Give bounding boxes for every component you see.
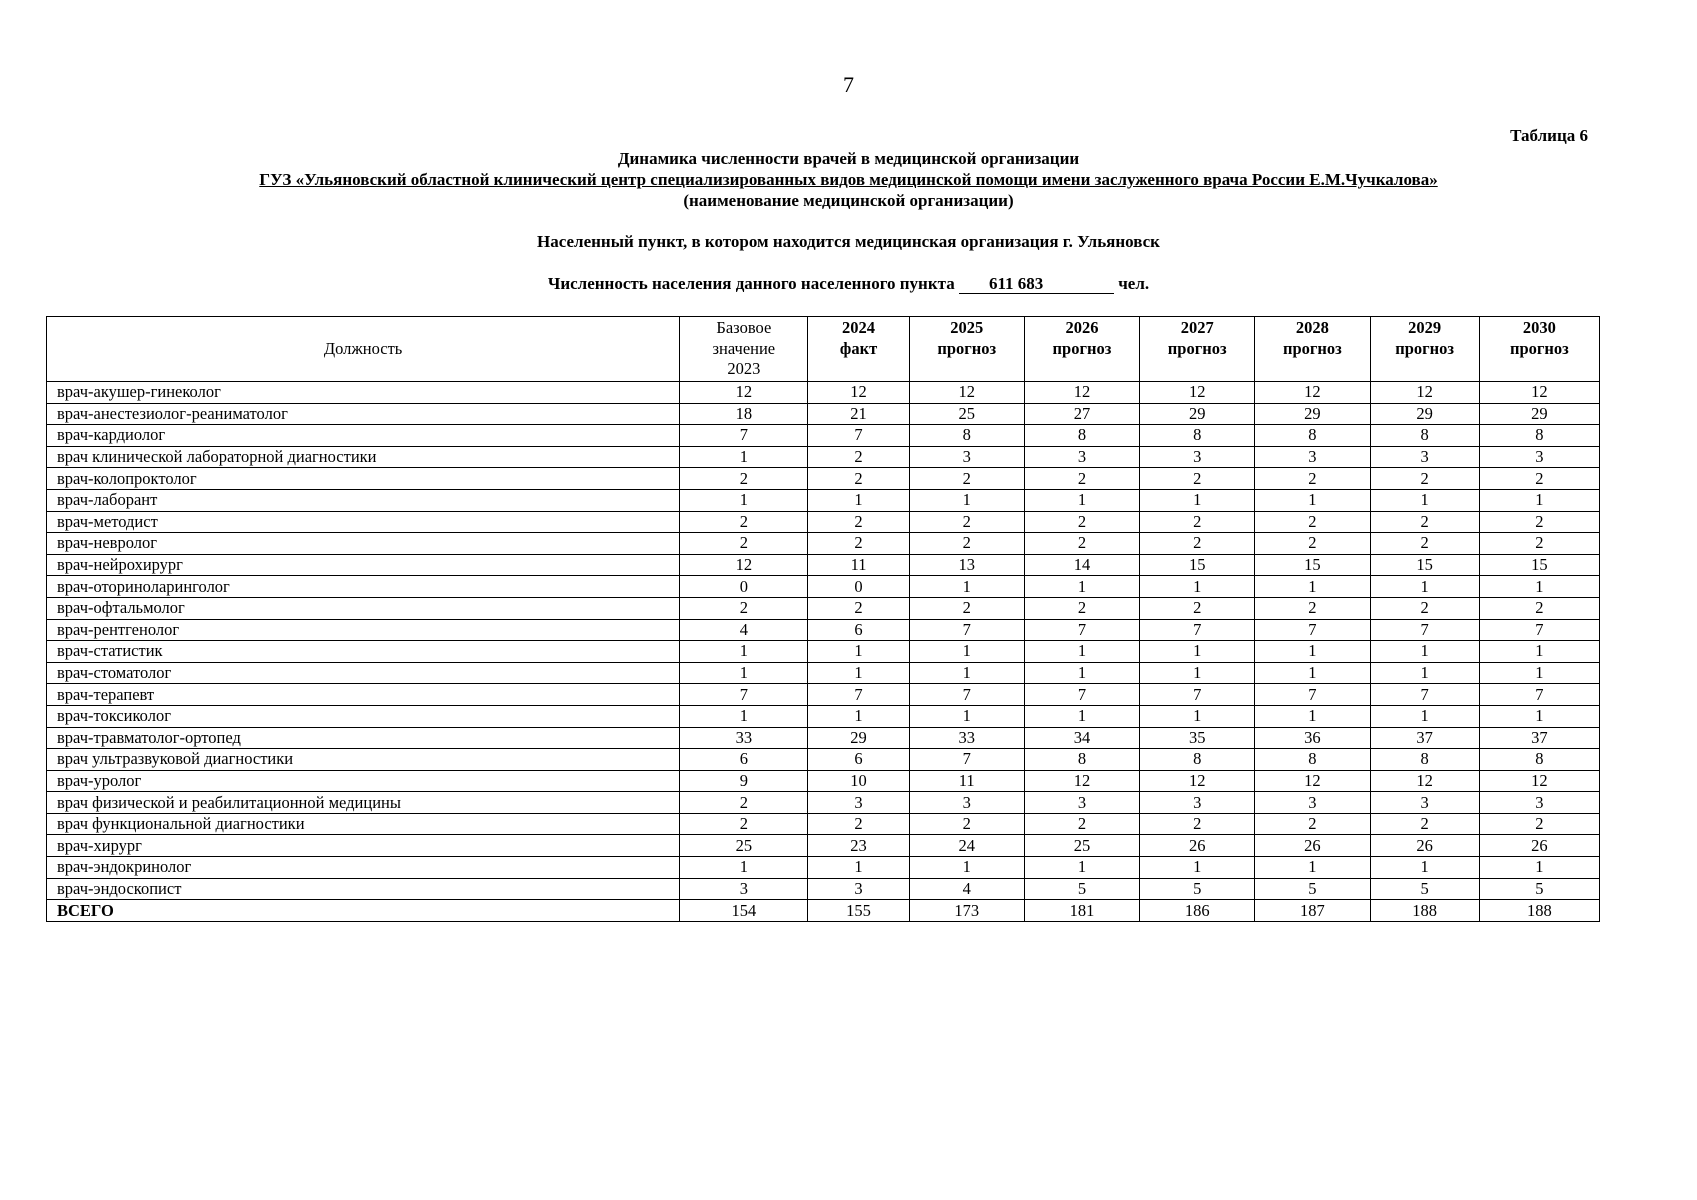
value-cell: 2 (1255, 597, 1370, 619)
value-cell: 2 (1024, 813, 1139, 835)
position-cell: врач-рентгенолог (47, 619, 680, 641)
value-cell: 1 (1370, 857, 1479, 879)
value-cell: 2 (1370, 468, 1479, 490)
position-cell: врач-кардиолог (47, 425, 680, 447)
value-cell: 2 (1140, 597, 1255, 619)
header-2027-type: прогноз (1167, 338, 1227, 358)
value-cell: 3 (1370, 792, 1479, 814)
position-cell: врач функциональной диагностики (47, 813, 680, 835)
value-cell: 12 (909, 382, 1024, 404)
table-row (47, 641, 1600, 663)
header-base-line2: значение (712, 338, 776, 358)
value-cell: 12 (1024, 770, 1139, 792)
value-cell: 1 (1140, 489, 1255, 511)
doctors-table (46, 316, 1600, 922)
value-cell: 7 (680, 684, 808, 706)
value-cell: 7 (909, 684, 1024, 706)
table-row (47, 446, 1600, 468)
value-cell: 2 (1370, 511, 1479, 533)
total-value-cell: 187 (1255, 900, 1370, 922)
header-2030 (1479, 317, 1599, 382)
value-cell: 1 (1024, 641, 1139, 663)
organization-name (0, 170, 1697, 190)
value-cell: 1 (1140, 662, 1255, 684)
value-cell: 12 (1024, 382, 1139, 404)
value-cell: 12 (680, 382, 808, 404)
table-row (47, 403, 1600, 425)
value-cell: 15 (1255, 554, 1370, 576)
header-2026-year: 2026 (1065, 318, 1099, 337)
value-cell: 1 (680, 489, 808, 511)
table-row (47, 489, 1600, 511)
page-number: 7 (843, 72, 854, 97)
value-cell: 2 (1479, 597, 1599, 619)
table-row (47, 597, 1600, 619)
value-cell: 10 (808, 770, 909, 792)
value-cell: 15 (1370, 554, 1479, 576)
position-cell: врач-статистик (47, 641, 680, 663)
value-cell: 5 (1140, 878, 1255, 900)
header-position (47, 317, 680, 382)
header-2030-type: прогноз (1509, 338, 1569, 358)
value-cell: 7 (1370, 619, 1479, 641)
value-cell: 1 (680, 641, 808, 663)
position-cell: врач-нейрохирург (47, 554, 680, 576)
value-cell: 1 (909, 489, 1024, 511)
value-cell: 33 (680, 727, 808, 749)
table-row (47, 878, 1600, 900)
position-cell: врач-офтальмолог (47, 597, 680, 619)
position-cell: врач физической и реабилитационной медицины (47, 792, 680, 814)
table-total-row (47, 900, 1600, 922)
value-cell: 2 (909, 511, 1024, 533)
value-cell: 1 (1370, 641, 1479, 663)
table-row (47, 468, 1600, 490)
value-cell: 7 (808, 684, 909, 706)
value-cell: 8 (1140, 749, 1255, 771)
value-cell: 1 (1479, 576, 1599, 598)
value-cell: 29 (1370, 403, 1479, 425)
value-cell: 1 (1370, 489, 1479, 511)
value-cell: 5 (1255, 878, 1370, 900)
total-value-cell: 155 (808, 900, 909, 922)
header-2026 (1024, 317, 1139, 382)
value-cell: 1 (680, 662, 808, 684)
value-cell: 18 (680, 403, 808, 425)
value-cell: 3 (1140, 792, 1255, 814)
value-cell: 2 (808, 597, 909, 619)
value-cell: 2 (680, 468, 808, 490)
header-2024-type: факт (839, 338, 878, 358)
value-cell: 1 (1479, 662, 1599, 684)
value-cell: 2 (1479, 468, 1599, 490)
table-row (47, 727, 1600, 749)
value-cell: 1 (808, 489, 909, 511)
value-cell: 2 (680, 597, 808, 619)
value-cell: 6 (808, 749, 909, 771)
value-cell: 12 (808, 382, 909, 404)
value-cell: 11 (808, 554, 909, 576)
value-cell: 2 (808, 446, 909, 468)
value-cell: 34 (1024, 727, 1139, 749)
table-row (47, 576, 1600, 598)
header-2028-type: прогноз (1282, 338, 1342, 358)
value-cell: 3 (1024, 446, 1139, 468)
value-cell: 29 (808, 727, 909, 749)
position-cell: врач-колопроктолог (47, 468, 680, 490)
header-2028 (1255, 317, 1370, 382)
total-label: ВСЕГО (47, 900, 680, 922)
value-cell: 1 (1140, 857, 1255, 879)
value-cell: 1 (680, 446, 808, 468)
value-cell: 7 (1479, 684, 1599, 706)
value-cell: 1 (909, 662, 1024, 684)
value-cell: 25 (909, 403, 1024, 425)
value-cell: 2 (680, 792, 808, 814)
header-2025-year: 2025 (950, 318, 984, 337)
population-unit: чел. (1118, 274, 1150, 293)
value-cell: 3 (1479, 446, 1599, 468)
value-cell: 12 (1479, 770, 1599, 792)
value-cell: 4 (680, 619, 808, 641)
value-cell: 6 (680, 749, 808, 771)
position-cell: врач-методист (47, 511, 680, 533)
header-2024-year: 2024 (842, 318, 876, 337)
value-cell: 5 (1370, 878, 1479, 900)
table-row (47, 511, 1600, 533)
table-row (47, 749, 1600, 771)
position-cell: врач-лаборант (47, 489, 680, 511)
value-cell: 1 (1479, 705, 1599, 727)
position-cell: врач-невролог (47, 533, 680, 555)
value-cell: 2 (1024, 468, 1139, 490)
organization-name-text: ГУЗ «Ульяновский областной клинический центр специализированных видов медицинской помощи имени заслуженного врача России Е.М.Чучкалова» (259, 170, 1438, 189)
value-cell: 3 (909, 446, 1024, 468)
value-cell: 2 (1024, 597, 1139, 619)
table-row (47, 554, 1600, 576)
table-row (47, 792, 1600, 814)
value-cell: 1 (1024, 857, 1139, 879)
value-cell: 3 (1479, 792, 1599, 814)
position-cell: врач-анестезиолог-реаниматолог (47, 403, 680, 425)
header-2025-type: прогноз (937, 338, 997, 358)
value-cell: 7 (909, 749, 1024, 771)
value-cell: 7 (1255, 619, 1370, 641)
value-cell: 3 (1370, 446, 1479, 468)
value-cell: 1 (808, 857, 909, 879)
value-cell: 2 (680, 511, 808, 533)
value-cell: 7 (1479, 619, 1599, 641)
value-cell: 5 (1479, 878, 1599, 900)
value-cell: 1 (1140, 641, 1255, 663)
value-cell: 2 (1479, 533, 1599, 555)
value-cell: 7 (680, 425, 808, 447)
value-cell: 12 (1370, 382, 1479, 404)
organization-caption: (наименование медицинской организации) (683, 191, 1014, 210)
value-cell: 29 (1479, 403, 1599, 425)
value-cell: 1 (1140, 705, 1255, 727)
header-2029-type: прогноз (1395, 338, 1455, 358)
value-cell: 14 (1024, 554, 1139, 576)
value-cell: 2 (808, 813, 909, 835)
value-cell: 8 (1479, 425, 1599, 447)
value-cell: 37 (1370, 727, 1479, 749)
header-base-2023 (680, 317, 808, 382)
value-cell: 1 (1255, 641, 1370, 663)
value-cell: 1 (1370, 576, 1479, 598)
value-cell: 8 (1479, 749, 1599, 771)
value-cell: 3 (1024, 792, 1139, 814)
position-cell: врач-терапевт (47, 684, 680, 706)
value-cell: 2 (909, 533, 1024, 555)
value-cell: 6 (808, 619, 909, 641)
position-cell: врач ультразвуковой диагностики (47, 749, 680, 771)
value-cell: 25 (680, 835, 808, 857)
total-value-cell: 154 (680, 900, 808, 922)
value-cell: 2 (680, 533, 808, 555)
table-row (47, 813, 1600, 835)
value-cell: 8 (909, 425, 1024, 447)
value-cell: 37 (1479, 727, 1599, 749)
value-cell: 2 (1024, 533, 1139, 555)
value-cell: 1 (1255, 857, 1370, 879)
value-cell: 2 (808, 511, 909, 533)
value-cell: 7 (909, 619, 1024, 641)
header-2026-type: прогноз (1052, 338, 1112, 358)
value-cell: 2 (1479, 813, 1599, 835)
value-cell: 36 (1255, 727, 1370, 749)
value-cell: 3 (680, 878, 808, 900)
value-cell: 26 (1370, 835, 1479, 857)
table-body (47, 382, 1600, 922)
table-row (47, 705, 1600, 727)
header-2024 (808, 317, 909, 382)
header-2025 (909, 317, 1024, 382)
value-cell: 15 (1479, 554, 1599, 576)
value-cell: 8 (1024, 425, 1139, 447)
value-cell: 7 (1370, 684, 1479, 706)
position-cell: врач-травматолог-ортопед (47, 727, 680, 749)
table-label: Таблица 6 (1510, 126, 1588, 145)
value-cell: 12 (1255, 770, 1370, 792)
header-position-label: Должность (323, 338, 403, 358)
position-cell: врач-оториноларинголог (47, 576, 680, 598)
value-cell: 12 (1140, 382, 1255, 404)
value-cell: 29 (1255, 403, 1370, 425)
value-cell: 15 (1140, 554, 1255, 576)
value-cell: 24 (909, 835, 1024, 857)
value-cell: 12 (1255, 382, 1370, 404)
value-cell: 2 (680, 813, 808, 835)
value-cell: 2 (1370, 533, 1479, 555)
value-cell: 2 (1255, 813, 1370, 835)
value-cell: 27 (1024, 403, 1139, 425)
value-cell: 8 (1370, 425, 1479, 447)
value-cell: 26 (1479, 835, 1599, 857)
position-cell: врач-уролог (47, 770, 680, 792)
value-cell: 21 (808, 403, 909, 425)
total-value-cell: 188 (1479, 900, 1599, 922)
total-value-cell: 186 (1140, 900, 1255, 922)
value-cell: 2 (1140, 511, 1255, 533)
value-cell: 7 (1255, 684, 1370, 706)
position-cell: врач-стоматолог (47, 662, 680, 684)
value-cell: 5 (1024, 878, 1139, 900)
value-cell: 4 (909, 878, 1024, 900)
value-cell: 1 (909, 641, 1024, 663)
value-cell: 2 (909, 468, 1024, 490)
value-cell: 29 (1140, 403, 1255, 425)
header-2028-year: 2028 (1295, 318, 1329, 337)
value-cell: 2 (808, 533, 909, 555)
value-cell: 7 (1140, 619, 1255, 641)
value-cell: 1 (808, 662, 909, 684)
value-cell: 1 (909, 705, 1024, 727)
value-cell: 2 (909, 597, 1024, 619)
value-cell: 2 (1140, 533, 1255, 555)
value-cell: 1 (1479, 857, 1599, 879)
value-cell: 35 (1140, 727, 1255, 749)
value-cell: 1 (808, 641, 909, 663)
value-cell: 2 (1370, 597, 1479, 619)
value-cell: 2 (808, 468, 909, 490)
value-cell: 1 (1479, 489, 1599, 511)
header-base-line3: 2023 (727, 359, 761, 379)
table-header-row (47, 317, 1600, 382)
value-cell: 33 (909, 727, 1024, 749)
total-value-cell: 188 (1370, 900, 1479, 922)
table-row (47, 619, 1600, 641)
value-cell: 7 (1024, 684, 1139, 706)
value-cell: 2 (1024, 511, 1139, 533)
position-cell: врач-хирург (47, 835, 680, 857)
table-row (47, 684, 1600, 706)
population-line (0, 274, 1697, 294)
value-cell: 2 (1255, 533, 1370, 555)
position-cell: врач клинической лабораторной диагностики (47, 446, 680, 468)
value-cell: 2 (1479, 511, 1599, 533)
value-cell: 1 (1140, 576, 1255, 598)
table-row (47, 533, 1600, 555)
table-row (47, 382, 1600, 404)
value-cell: 1 (1370, 662, 1479, 684)
value-cell: 2 (1140, 813, 1255, 835)
value-cell: 12 (1479, 382, 1599, 404)
value-cell: 3 (808, 792, 909, 814)
value-cell: 2 (1370, 813, 1479, 835)
header-2029 (1370, 317, 1479, 382)
value-cell: 9 (680, 770, 808, 792)
value-cell: 8 (1024, 749, 1139, 771)
total-value-cell: 181 (1024, 900, 1139, 922)
table-row (47, 835, 1600, 857)
value-cell: 1 (1024, 705, 1139, 727)
population-value: 611 683 (959, 275, 1114, 294)
value-cell: 3 (1255, 792, 1370, 814)
value-cell: 1 (1255, 662, 1370, 684)
header-2027-year: 2027 (1180, 318, 1214, 337)
value-cell: 1 (1024, 489, 1139, 511)
value-cell: 1 (909, 857, 1024, 879)
position-cell: врач-эндоскопист (47, 878, 680, 900)
value-cell: 8 (1140, 425, 1255, 447)
position-cell: врач-акушер-гинеколог (47, 382, 680, 404)
value-cell: 1 (909, 576, 1024, 598)
position-cell: врач-токсиколог (47, 705, 680, 727)
value-cell: 0 (808, 576, 909, 598)
value-cell: 3 (1140, 446, 1255, 468)
value-cell: 12 (1140, 770, 1255, 792)
value-cell: 1 (1255, 576, 1370, 598)
page-title: Динамика численности врачей в медицинской организации (617, 149, 1080, 168)
table-row (47, 425, 1600, 447)
value-cell: 7 (1024, 619, 1139, 641)
value-cell: 1 (1024, 662, 1139, 684)
population-label: Численность населения данного населенного пункта (547, 274, 955, 293)
header-base-line1: Базовое (716, 318, 772, 338)
table-row (47, 662, 1600, 684)
value-cell: 3 (1255, 446, 1370, 468)
table-row (47, 857, 1600, 879)
value-cell: 26 (1140, 835, 1255, 857)
value-cell: 8 (1255, 749, 1370, 771)
value-cell: 0 (680, 576, 808, 598)
value-cell: 1 (1255, 705, 1370, 727)
value-cell: 1 (680, 705, 808, 727)
value-cell: 1 (680, 857, 808, 879)
position-cell: врач-эндокринолог (47, 857, 680, 879)
value-cell: 1 (1024, 576, 1139, 598)
value-cell: 12 (680, 554, 808, 576)
value-cell: 1 (1255, 489, 1370, 511)
value-cell: 3 (808, 878, 909, 900)
value-cell: 13 (909, 554, 1024, 576)
locality-line: Населенный пункт, в котором находится медицинская организация г. Ульяновск (537, 232, 1160, 251)
header-2029-year: 2029 (1408, 318, 1442, 337)
value-cell: 2 (909, 813, 1024, 835)
value-cell: 1 (1370, 705, 1479, 727)
value-cell: 8 (1255, 425, 1370, 447)
value-cell: 11 (909, 770, 1024, 792)
value-cell: 7 (1140, 684, 1255, 706)
value-cell: 2 (1255, 511, 1370, 533)
value-cell: 1 (1479, 641, 1599, 663)
value-cell: 8 (1370, 749, 1479, 771)
header-2027 (1140, 317, 1255, 382)
value-cell: 12 (1370, 770, 1479, 792)
value-cell: 1 (808, 705, 909, 727)
value-cell: 7 (808, 425, 909, 447)
total-value-cell: 173 (909, 900, 1024, 922)
value-cell: 3 (909, 792, 1024, 814)
header-2030-year: 2030 (1522, 318, 1556, 337)
value-cell: 25 (1024, 835, 1139, 857)
value-cell: 23 (808, 835, 909, 857)
value-cell: 2 (1140, 468, 1255, 490)
table-row (47, 770, 1600, 792)
value-cell: 2 (1255, 468, 1370, 490)
value-cell: 26 (1255, 835, 1370, 857)
